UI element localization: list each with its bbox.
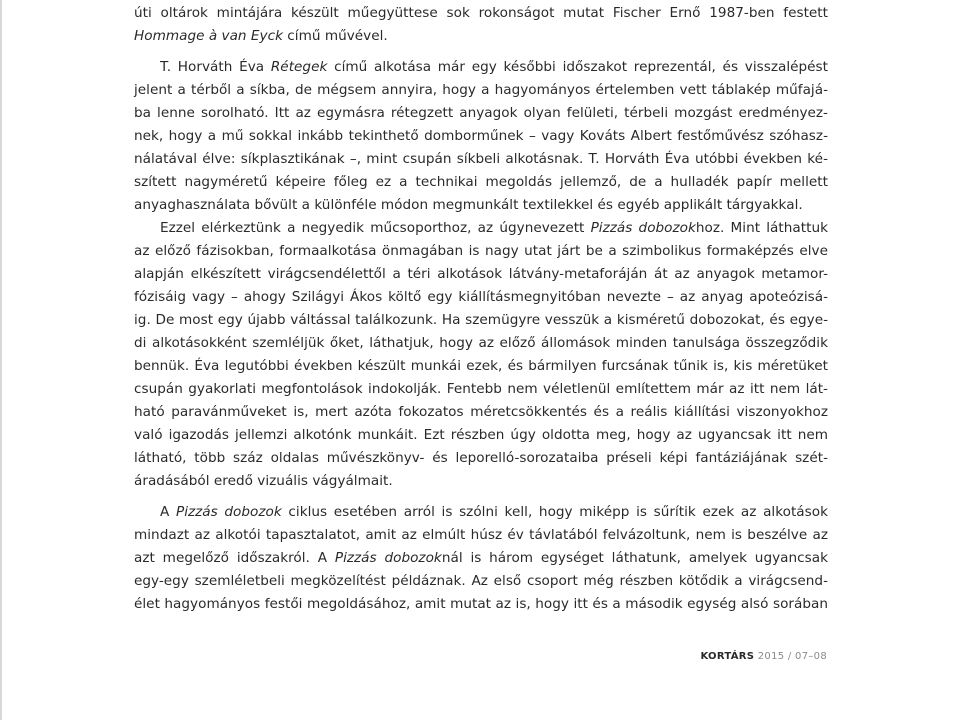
text-segment: szített nagyméretű képeire főleg ez a technikai megoldás jellemző, de a hulladék papír mellett [134, 174, 828, 190]
text-line [134, 424, 828, 447]
issue-number: 2015 / 07–08 [757, 651, 827, 662]
text-segment: nek, hogy a mű sokkal inkább tekinthető domborműnek – vagy Kováts Albert festőművész szóhasz- [134, 128, 828, 144]
text-segment: Pizzás dobozok [334, 550, 442, 566]
text-line [134, 501, 828, 524]
text-segment: jelent a térből a síkba, de mégsem annyira, hogy a hagyományos értelemben vett táblakép műfajá- [134, 82, 828, 98]
text-segment: egy-egy szemléletbeli megközelítést példáznak. Az első csoport még részben kötődik a virágcsend- [134, 573, 828, 589]
text-line [134, 378, 828, 401]
text-line [134, 547, 828, 570]
text-segment: Hommage à van Eyck [134, 28, 283, 44]
text-segment: látható, több száz oldalas művészkönyv- és leporelló-sorozataiba préseli képi fantáziájának szét- [134, 450, 828, 466]
text-segment: ba lenne sorolható. Itt az egymásra rétegzett anyagok olyan felületi, térbeli mozgást eredményez- [134, 105, 828, 121]
text-segment: című alkotása már egy későbbi időszakot reprezentál, és visszalépést [327, 59, 829, 75]
text-line [134, 309, 828, 332]
text-line [134, 286, 828, 309]
text-segment: nálatával élve: síkplasztikának –, mint csupán síkbeli alkotásnak. T. Horváth Éva utóbbi években ké- [134, 151, 828, 167]
text-segment: Ezzel elérkeztünk a negyedik műcsoporthoz, az úgynevezett [160, 220, 591, 236]
text-line [134, 401, 828, 424]
text-line [134, 79, 828, 102]
text-segment: élet hagyományos festői megoldásához, amit mutat az is, hogy itt és a második egység alsó sorában [134, 596, 828, 612]
text-line [134, 332, 828, 355]
text-line [134, 2, 828, 25]
text-line [134, 355, 828, 378]
text-line [134, 25, 828, 48]
text-segment: úti oltárok mintájára készült műegyüttese sok rokonságot mutat Fischer Ernő 1987-ben festett [134, 5, 828, 21]
paragraph [134, 56, 828, 217]
text-line [134, 217, 828, 240]
text-line [134, 570, 828, 593]
text-segment: ható paravánműveket is, mert azóta fokozatos méretcsökkentés és a reális kiállítási viszonyokhoz [134, 404, 828, 420]
text-segment: Pizzás dobozok [590, 220, 696, 236]
text-segment: való igazodás jellemzi alkotónk munkáit. Ezt részben úgy oldotta meg, hogy az ugyancsak itt nem [134, 427, 828, 443]
text-line [134, 447, 828, 470]
text-line [134, 524, 828, 547]
page-footer [700, 651, 827, 662]
text-segment: fózisáig vagy – ahogy Szilágyi Ákos költő egy kiállításmegnyitóban nevezte – az anyag apoteózisá- [134, 289, 828, 305]
text-line [134, 125, 828, 148]
text-line [134, 148, 828, 171]
text-line [134, 194, 828, 217]
text-line [134, 593, 828, 616]
text-segment: nál is három egységet láthatunk, amelyek ugyancsak [441, 550, 828, 566]
text-segment: ciklus esetében arról is szólni kell, hogy miképp is sűrítik ezek az alkotások [281, 504, 828, 520]
text-segment: Rétegek [270, 59, 328, 75]
text-segment: alapján elkészített virágcsendélettől a téri alkotások látvány-metaforáján át az anyagok metamor- [134, 266, 828, 282]
text-segment: az előző fázisokban, formaalkotása önmagában is nagy utat járt be a szimbolikus formaképzés elve [134, 243, 828, 259]
text-segment: di alkotásokként szemléljük őket, láthatjuk, hogy az előző állomások minden tanulsága összegződik [134, 335, 828, 351]
paragraph [134, 501, 828, 616]
text-segment: hoz. Mint láthattuk [695, 220, 828, 236]
text-line [134, 102, 828, 125]
text-segment: azt megelőző időszakról. A [134, 550, 335, 566]
text-segment: áradásából eredő vizuális vágyálmait. [134, 473, 393, 489]
text-segment: anyaghasználata bővült a különféle módon megmunkált textilekkel és egyéb applikált tárgyakkal. [134, 197, 803, 213]
text-line [134, 240, 828, 263]
text-segment: csupán gyakorlati megfontolások indokolják. Fentebb nem véletlenül említettem már az itt nem lát- [134, 381, 828, 397]
text-segment: mindazt az alkotói tapasztalatot, amit az elmúlt húsz év távlatából felvázoltunk, nem is beszélve az [134, 527, 828, 543]
text-segment: A [160, 504, 176, 520]
text-segment: T. Horváth Éva [160, 59, 271, 75]
paragraph [134, 217, 828, 493]
text-segment: Pizzás dobozok [175, 504, 282, 520]
text-line [134, 470, 828, 493]
text-line [134, 171, 828, 194]
paragraph [134, 2, 828, 48]
text-segment: című művével. [282, 28, 388, 44]
text-segment: bennük. Éva legutóbbi években készült munkái ezek, és bármilyen furcsának tűnik is, kis méretüket [134, 358, 828, 374]
body-text [134, 2, 828, 616]
scan-edge [0, 0, 2, 720]
text-segment: ig. De most egy újabb váltással találkozunk. Ha szemügyre vesszük a kisméretű dobozokat, és egye- [134, 312, 828, 328]
text-line [134, 263, 828, 286]
text-line [134, 56, 828, 79]
magazine-name: KORTÁRS [700, 651, 755, 662]
